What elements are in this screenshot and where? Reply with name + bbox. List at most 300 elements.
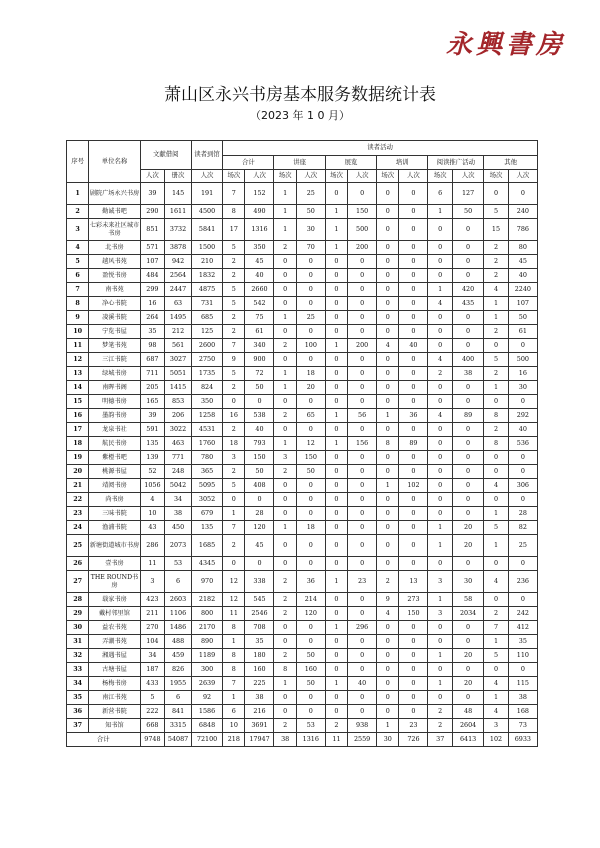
data-cell: 0	[399, 507, 428, 521]
row-number: 5	[67, 255, 89, 269]
data-cell: 0	[452, 269, 483, 283]
data-cell: 5	[140, 691, 165, 705]
data-cell: 0	[348, 521, 377, 535]
data-cell: 0	[508, 557, 537, 571]
row-number: 35	[67, 691, 89, 705]
data-cell: 538	[245, 409, 274, 423]
row-number: 34	[67, 677, 89, 691]
table-row	[67, 325, 538, 339]
data-cell: 5	[484, 353, 509, 367]
data-cell: 488	[165, 635, 192, 649]
data-cell: 4	[377, 339, 399, 353]
data-cell: 4	[428, 297, 453, 311]
data-cell: 0	[484, 183, 509, 205]
data-cell: 0	[245, 493, 274, 507]
data-cell: 826	[165, 663, 192, 677]
unit-name: 北书房	[89, 241, 140, 255]
row-number: 9	[67, 311, 89, 325]
data-cell: 0	[325, 255, 347, 269]
row-number: 4	[67, 241, 89, 255]
data-cell: 0	[348, 479, 377, 493]
table-row	[67, 465, 538, 479]
data-cell: 0	[428, 241, 453, 255]
data-cell: 0	[325, 635, 347, 649]
data-cell: 1106	[165, 607, 192, 621]
data-cell: 0	[399, 353, 428, 367]
data-cell: 490	[245, 205, 274, 219]
data-cell: 0	[348, 311, 377, 325]
data-cell: 0	[428, 507, 453, 521]
total-cell: 11	[325, 733, 347, 747]
data-cell: 1	[325, 571, 347, 593]
data-cell: 4	[484, 677, 509, 691]
data-cell: 50	[296, 677, 325, 691]
total-label: 合计	[67, 733, 141, 747]
table-row	[67, 493, 538, 507]
data-cell: 5	[484, 521, 509, 535]
data-cell: 0	[428, 691, 453, 705]
total-cell: 54087	[165, 733, 192, 747]
table-row	[67, 339, 538, 353]
data-cell: 65	[296, 409, 325, 423]
data-cell: 16	[223, 409, 245, 423]
data-cell: 1	[484, 311, 509, 325]
data-cell: 731	[191, 297, 222, 311]
data-cell: 0	[325, 507, 347, 521]
subheader-cece: 册次	[165, 170, 192, 183]
data-cell: 150	[296, 451, 325, 465]
data-cell: 8	[223, 621, 245, 635]
data-cell: 0	[325, 311, 347, 325]
row-number: 2	[67, 205, 89, 219]
table-row	[67, 535, 538, 557]
data-cell: 240	[508, 205, 537, 219]
header-activities: 读者活动	[223, 141, 538, 156]
data-cell: 0	[399, 423, 428, 437]
data-cell: 290	[140, 205, 165, 219]
data-cell: 0	[399, 535, 428, 557]
total-cell: 218	[223, 733, 245, 747]
data-cell: 180	[245, 649, 274, 663]
data-cell: 145	[165, 183, 192, 205]
row-number: 21	[67, 479, 89, 493]
data-cell: 1	[325, 621, 347, 635]
data-cell: 0	[274, 353, 296, 367]
row-number: 15	[67, 395, 89, 409]
data-cell: 3	[274, 451, 296, 465]
data-cell: 39	[140, 409, 165, 423]
row-number: 33	[67, 663, 89, 677]
data-cell: 571	[140, 241, 165, 255]
data-cell: 0	[399, 465, 428, 479]
row-number: 27	[67, 571, 89, 593]
data-cell: 0	[399, 635, 428, 649]
data-cell: 1	[428, 283, 453, 297]
total-cell: 102	[484, 733, 509, 747]
data-cell: 20	[296, 381, 325, 395]
logo: 永興書房	[445, 30, 566, 60]
data-cell: 225	[245, 677, 274, 691]
data-cell: 25	[296, 311, 325, 325]
page-subtitle: （2023 年 1 0 月）	[250, 109, 350, 122]
data-cell: 0	[348, 635, 377, 649]
data-cell: 135	[191, 521, 222, 535]
data-cell: 48	[452, 705, 483, 719]
data-cell: 0	[377, 535, 399, 557]
unit-name: 古塘书屋	[89, 663, 140, 677]
data-cell: 0	[274, 493, 296, 507]
unit-name: 剧院广场永兴书房	[89, 183, 140, 205]
data-cell: 9	[377, 593, 399, 607]
data-cell: 0	[223, 395, 245, 409]
data-cell: 0	[325, 367, 347, 381]
data-cell: 0	[428, 663, 453, 677]
data-cell: 0	[377, 649, 399, 663]
data-cell: 0	[484, 395, 509, 409]
data-cell: 3	[428, 571, 453, 593]
data-cell: 2	[223, 311, 245, 325]
unit-name: 凌溪书院	[89, 311, 140, 325]
data-cell: 0	[348, 325, 377, 339]
data-cell: 4531	[191, 423, 222, 437]
data-cell: 4	[428, 353, 453, 367]
data-cell: 156	[348, 437, 377, 451]
data-cell: 0	[377, 395, 399, 409]
data-cell: 53	[165, 557, 192, 571]
data-cell: 50	[296, 465, 325, 479]
data-cell: 0	[325, 423, 347, 437]
data-cell: 0	[399, 451, 428, 465]
data-cell: 1955	[165, 677, 192, 691]
data-cell: 561	[165, 339, 192, 353]
data-cell: 0	[325, 325, 347, 339]
data-cell: 38	[245, 691, 274, 705]
data-cell: 0	[399, 621, 428, 635]
data-cell: 3	[484, 719, 509, 733]
data-cell: 1	[377, 719, 399, 733]
data-cell: 340	[245, 339, 274, 353]
data-cell: 0	[274, 507, 296, 521]
row-number: 24	[67, 521, 89, 535]
data-cell: 10	[140, 507, 165, 521]
data-cell: 35	[508, 635, 537, 649]
table-row	[67, 663, 538, 677]
data-cell: 248	[165, 465, 192, 479]
data-cell: 0	[348, 465, 377, 479]
data-cell: 4500	[191, 205, 222, 219]
data-cell: 0	[399, 691, 428, 705]
data-cell: 2	[274, 719, 296, 733]
data-cell: 3691	[245, 719, 274, 733]
data-cell: 2750	[191, 353, 222, 367]
unit-name: 杨梅书房	[89, 677, 140, 691]
unit-name: 戴村邻里馆	[89, 607, 140, 621]
row-number: 7	[67, 283, 89, 297]
table-row	[67, 479, 538, 493]
row-number: 26	[67, 557, 89, 571]
data-cell: 0	[348, 381, 377, 395]
data-cell: 2182	[191, 593, 222, 607]
data-cell: 0	[508, 183, 537, 205]
data-cell: 0	[223, 493, 245, 507]
data-cell: 0	[274, 395, 296, 409]
total-cell: 38	[274, 733, 296, 747]
data-cell: 0	[274, 423, 296, 437]
data-cell: 1495	[165, 311, 192, 325]
data-cell: 1	[325, 677, 347, 691]
data-cell: 0	[274, 479, 296, 493]
data-cell: 1	[223, 691, 245, 705]
unit-name: 南江书苑	[89, 691, 140, 705]
total-cell: 30	[377, 733, 399, 747]
data-cell: 5	[223, 479, 245, 493]
data-cell: 168	[508, 705, 537, 719]
data-cell: 0	[348, 535, 377, 557]
data-cell: 38	[165, 507, 192, 521]
data-cell: 7	[223, 521, 245, 535]
unit-name: 南书苑	[89, 283, 140, 297]
data-cell: 0	[325, 183, 347, 205]
unit-name: 龙泉书社	[89, 423, 140, 437]
total-cell: 9748	[140, 733, 165, 747]
table-row	[67, 677, 538, 691]
data-cell: 0	[296, 255, 325, 269]
data-cell: 1	[274, 311, 296, 325]
data-cell: 212	[165, 325, 192, 339]
data-cell: 0	[296, 395, 325, 409]
data-cell: 16	[140, 297, 165, 311]
data-cell: 152	[245, 183, 274, 205]
data-cell: 98	[140, 339, 165, 353]
data-cell: 0	[428, 325, 453, 339]
data-cell: 205	[140, 381, 165, 395]
data-cell: 45	[245, 255, 274, 269]
data-cell: 0	[325, 381, 347, 395]
table-row	[67, 607, 538, 621]
data-cell: 0	[399, 205, 428, 219]
data-cell: 0	[377, 663, 399, 677]
data-cell: 1586	[191, 705, 222, 719]
data-cell: 150	[399, 607, 428, 621]
data-cell: 0	[484, 663, 509, 677]
unit-name: 湘遇书屋	[89, 649, 140, 663]
total-cell: 726	[399, 733, 428, 747]
data-cell: 0	[348, 297, 377, 311]
row-number: 20	[67, 465, 89, 479]
data-cell: 5	[223, 367, 245, 381]
data-cell: 0	[452, 621, 483, 635]
total-cell: 1316	[296, 733, 325, 747]
data-cell: 2	[274, 339, 296, 353]
table-body	[67, 183, 538, 733]
data-cell: 0	[348, 269, 377, 283]
data-cell: 20	[452, 521, 483, 535]
data-cell: 0	[377, 255, 399, 269]
data-cell: 0	[296, 353, 325, 367]
data-cell: 536	[508, 437, 537, 451]
table-row	[67, 241, 538, 255]
data-cell: 0	[348, 423, 377, 437]
unit-name: 知书馆	[89, 719, 140, 733]
data-cell: 115	[508, 677, 537, 691]
data-cell: 2639	[191, 677, 222, 691]
data-cell: 211	[140, 607, 165, 621]
data-cell: 1	[274, 437, 296, 451]
row-number: 1	[67, 183, 89, 205]
data-cell: 4	[377, 607, 399, 621]
data-cell: 273	[399, 593, 428, 607]
table-row	[67, 423, 538, 437]
data-cell: 0	[452, 507, 483, 521]
data-cell: 107	[140, 255, 165, 269]
data-cell: 210	[191, 255, 222, 269]
data-cell: 1	[274, 183, 296, 205]
data-cell: 40	[399, 339, 428, 353]
data-cell: 150	[245, 451, 274, 465]
data-cell: 8	[377, 437, 399, 451]
data-cell: 5051	[165, 367, 192, 381]
data-cell: 1	[325, 219, 347, 241]
data-cell: 687	[140, 353, 165, 367]
data-cell: 0	[348, 493, 377, 507]
data-cell: 0	[452, 479, 483, 493]
data-cell: 2	[223, 325, 245, 339]
table-row	[67, 367, 538, 381]
total-cell: 2559	[348, 733, 377, 747]
data-cell: 0	[452, 493, 483, 507]
data-cell: 0	[399, 297, 428, 311]
data-cell: 222	[140, 705, 165, 719]
data-cell: 1	[274, 367, 296, 381]
data-cell: 8	[223, 205, 245, 219]
data-cell: 40	[348, 677, 377, 691]
data-cell: 1486	[165, 621, 192, 635]
data-cell: 0	[377, 521, 399, 535]
data-cell: 780	[191, 451, 222, 465]
data-cell: 187	[140, 663, 165, 677]
unit-name: 航民书房	[89, 437, 140, 451]
row-number: 37	[67, 719, 89, 733]
table-row	[67, 719, 538, 733]
table-row	[67, 521, 538, 535]
data-cell: 214	[296, 593, 325, 607]
data-cell: 2	[223, 255, 245, 269]
data-cell: 824	[191, 381, 222, 395]
data-cell: 127	[452, 183, 483, 205]
data-cell: 5	[484, 649, 509, 663]
unit-name: 梦笔书苑	[89, 339, 140, 353]
data-cell: 5	[484, 205, 509, 219]
row-number: 8	[67, 297, 89, 311]
data-cell: 3315	[165, 719, 192, 733]
data-cell: 40	[245, 269, 274, 283]
data-cell: 17	[223, 219, 245, 241]
data-cell: 1685	[191, 535, 222, 557]
data-cell: 6	[165, 691, 192, 705]
data-cell: 125	[191, 325, 222, 339]
unit-name: 绿城书房	[89, 367, 140, 381]
data-cell: 0	[399, 521, 428, 535]
table-row	[67, 183, 538, 205]
data-cell: 15	[484, 219, 509, 241]
data-cell: 0	[325, 451, 347, 465]
data-cell: 2	[484, 325, 509, 339]
unit-name: 净心书院	[89, 297, 140, 311]
data-cell: 1415	[165, 381, 192, 395]
data-cell: 89	[452, 409, 483, 423]
data-cell: 4	[484, 571, 509, 593]
data-cell: 0	[484, 557, 509, 571]
data-cell: 165	[140, 395, 165, 409]
data-cell: 5	[223, 241, 245, 255]
table-row	[67, 219, 538, 241]
data-cell: 4	[428, 409, 453, 423]
data-cell: 2546	[245, 607, 274, 621]
data-cell: 420	[452, 283, 483, 297]
data-cell: 104	[140, 635, 165, 649]
data-cell: 3732	[165, 219, 192, 241]
data-cell: 0	[452, 219, 483, 241]
data-cell: 89	[399, 437, 428, 451]
data-cell: 0	[325, 353, 347, 367]
table-row	[67, 269, 538, 283]
data-cell: 0	[296, 479, 325, 493]
data-cell: 2	[274, 241, 296, 255]
data-cell: 13	[399, 571, 428, 593]
data-cell: 0	[377, 621, 399, 635]
table-row	[67, 395, 538, 409]
data-cell: 0	[428, 465, 453, 479]
row-number: 31	[67, 635, 89, 649]
data-cell: 28	[245, 507, 274, 521]
data-cell: 0	[325, 663, 347, 677]
table-row	[67, 451, 538, 465]
data-cell: 0	[428, 557, 453, 571]
data-cell: 1258	[191, 409, 222, 423]
data-cell: 2	[223, 381, 245, 395]
data-cell: 0	[508, 395, 537, 409]
data-cell: 0	[348, 705, 377, 719]
data-cell: 0	[399, 283, 428, 297]
data-cell: 0	[274, 691, 296, 705]
row-number: 32	[67, 649, 89, 663]
subheader-renci: 人次	[348, 170, 377, 183]
data-cell: 34	[140, 649, 165, 663]
data-cell: 58	[452, 593, 483, 607]
data-cell: 0	[508, 593, 537, 607]
data-cell: 4	[484, 479, 509, 493]
data-cell: 0	[377, 283, 399, 297]
data-cell: 1	[484, 691, 509, 705]
data-cell: 0	[484, 339, 509, 353]
data-cell: 0	[325, 705, 347, 719]
data-cell: 4	[140, 493, 165, 507]
data-cell: 1735	[191, 367, 222, 381]
data-cell: 1	[428, 593, 453, 607]
table-row	[67, 205, 538, 219]
data-cell: 3022	[165, 423, 192, 437]
data-cell: 0	[274, 535, 296, 557]
data-cell: 40	[508, 269, 537, 283]
unit-name: 渔浦书院	[89, 521, 140, 535]
data-cell: 73	[508, 719, 537, 733]
data-cell: 853	[165, 395, 192, 409]
data-cell: 0	[399, 649, 428, 663]
data-cell: 0	[508, 339, 537, 353]
data-cell: 0	[452, 437, 483, 451]
row-number: 16	[67, 409, 89, 423]
data-cell: 292	[508, 409, 537, 423]
